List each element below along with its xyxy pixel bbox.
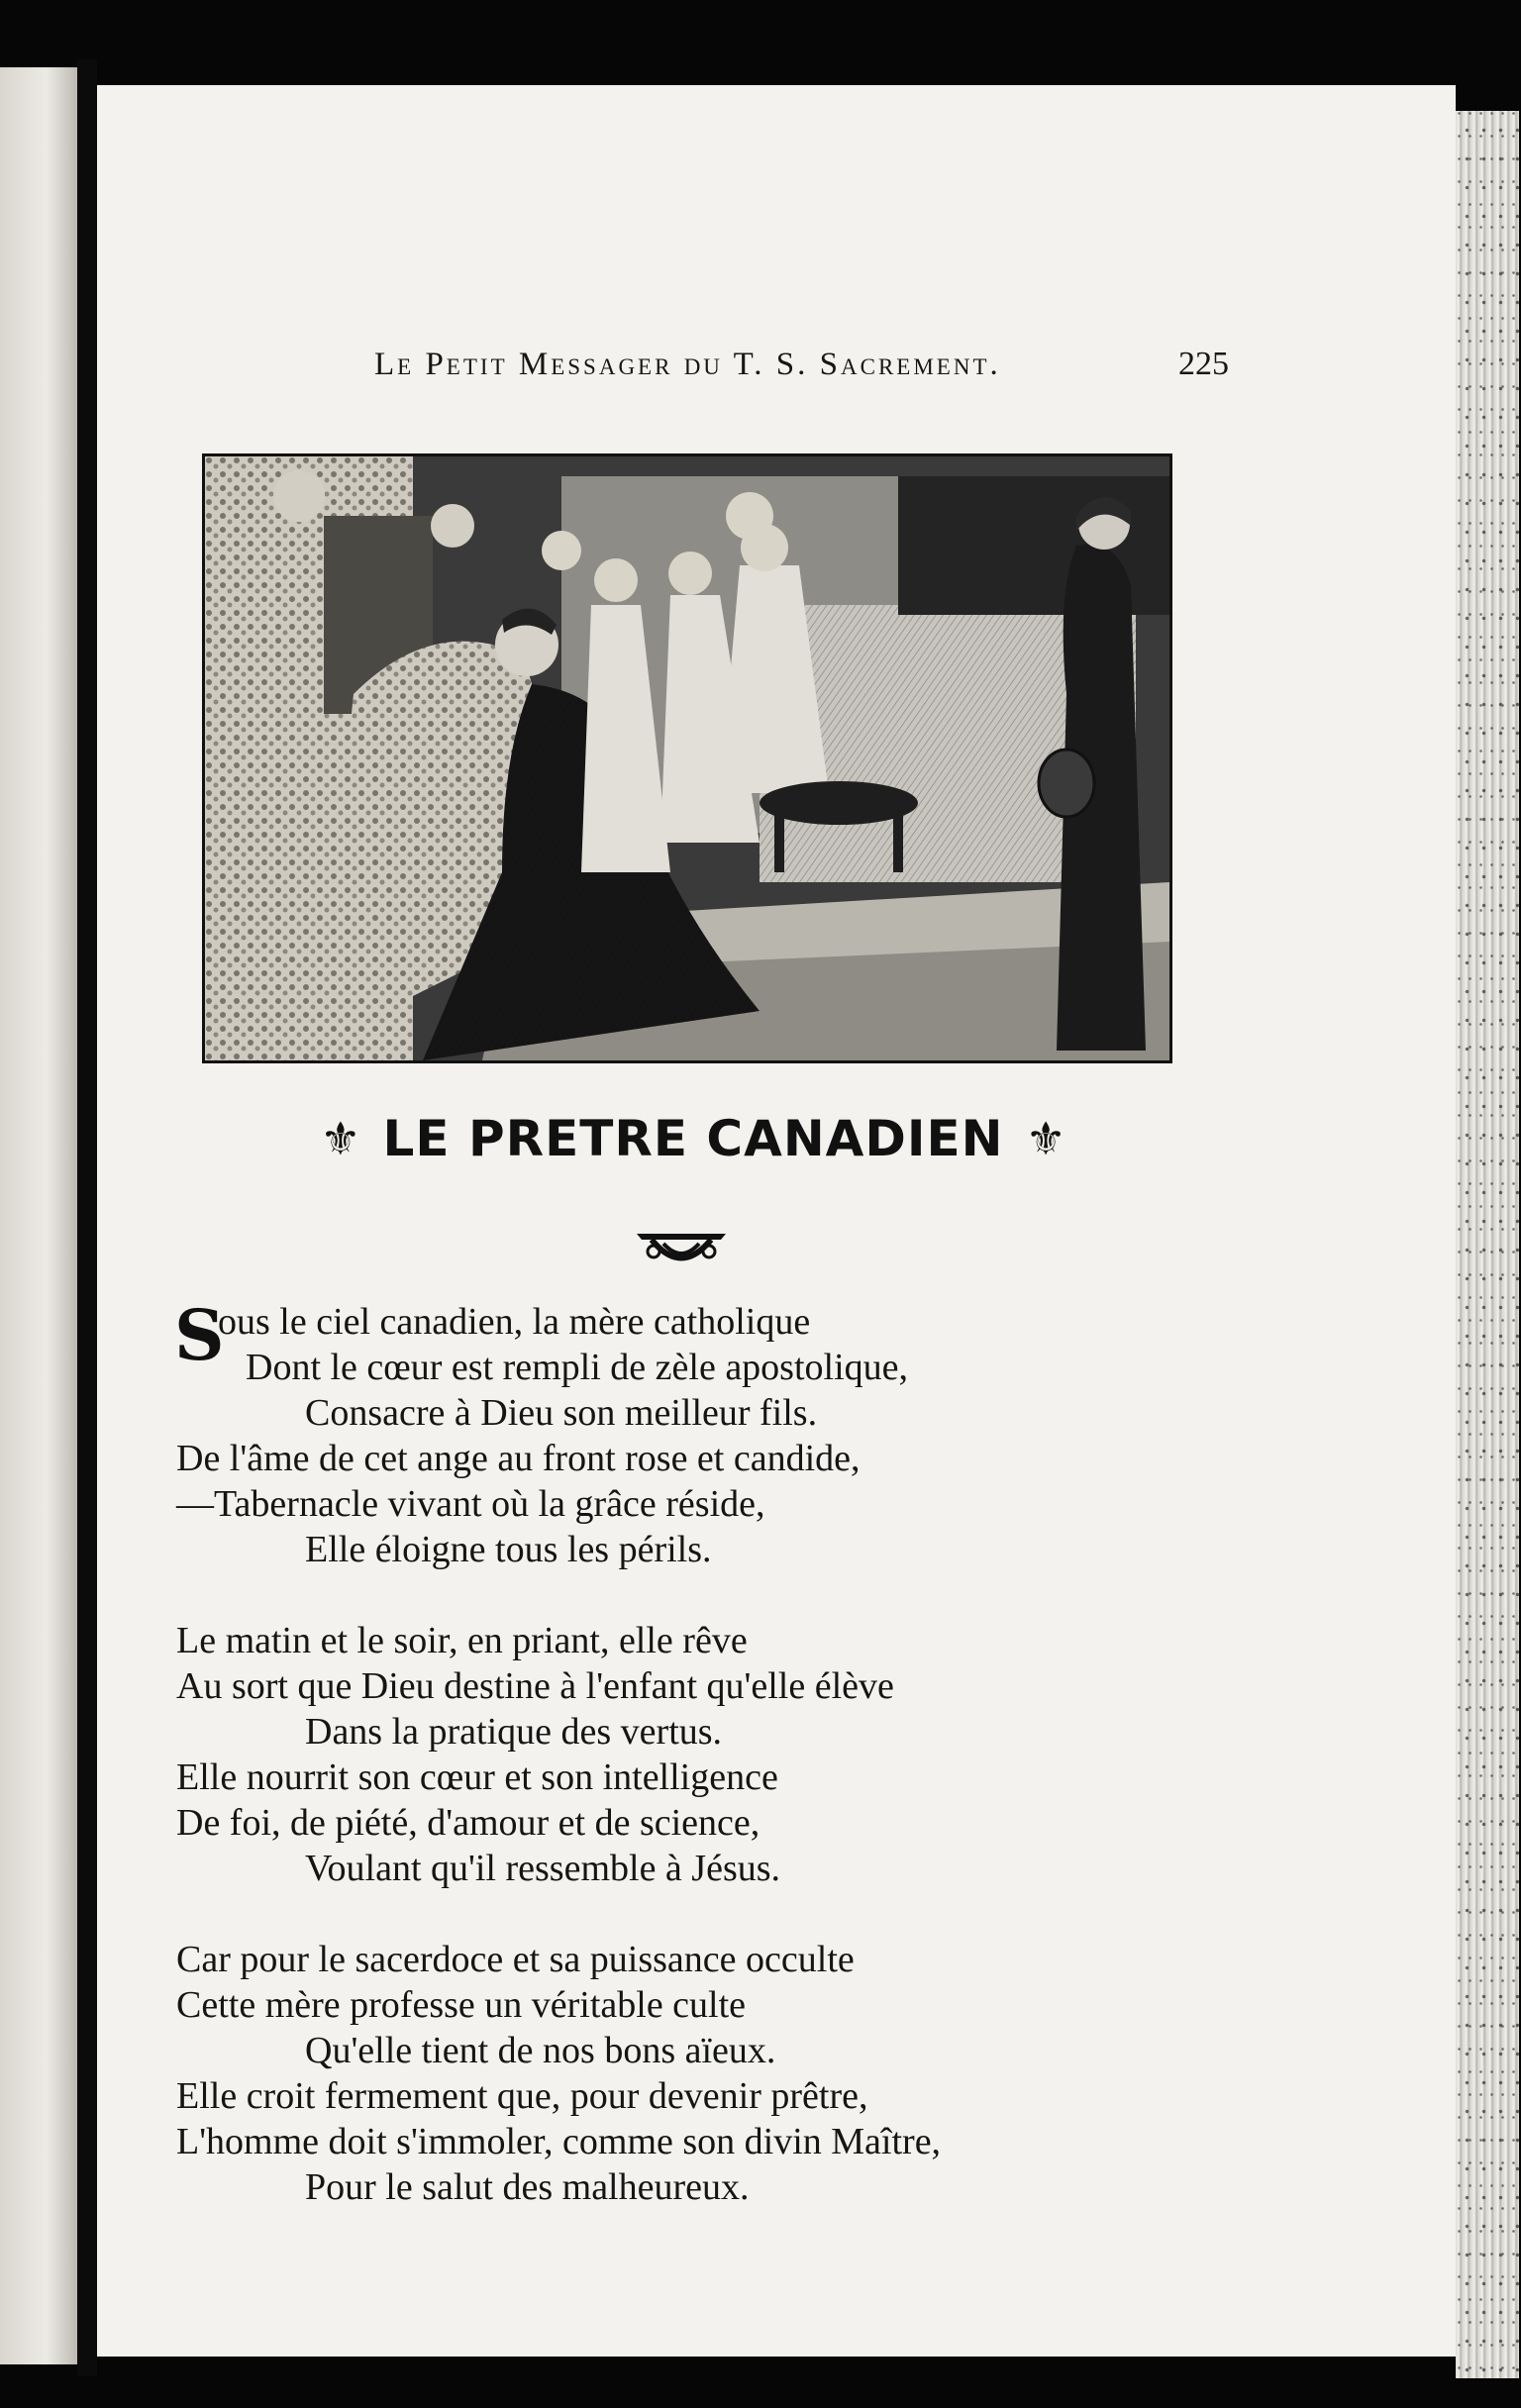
poem-line: —Tabernacle vivant où la grâce réside, — [176, 1483, 765, 1525]
stanza-1 — [174, 1294, 1166, 1572]
ordination-scene — [205, 456, 1169, 1060]
poem-line: Dans la pratique des vertus. — [305, 1711, 723, 1753]
poem-line: L'homme doit s'immoler, comme son divin Maître, — [176, 2121, 942, 2162]
poem-line: Consacre à Dieu son meilleur fils. — [305, 1392, 818, 1434]
engraving-illustration — [202, 453, 1172, 1063]
poem-line: Le matin et le soir, en priant, elle rêve — [176, 1620, 748, 1661]
decorative-ornament-icon — [632, 1222, 731, 1271]
poem-line: Elle nourrit son cœur et son intelligence — [176, 1756, 778, 1798]
poem-line: Qu'elle tient de nos bons aïeux. — [305, 2030, 776, 2071]
poem-line: Dont le cœur est rempli de zèle apostolique, — [246, 1347, 909, 1388]
book-gutter — [77, 59, 97, 2376]
stanza-2 — [176, 1618, 1166, 1891]
fleur-de-lis-icon: ⚜ — [1025, 1112, 1066, 1165]
poem-line: Au sort que Dieu destine à l'enfant qu'elle élève — [176, 1665, 894, 1707]
poem-title-row — [297, 1099, 1089, 1178]
page-edge-stack — [1456, 111, 1519, 2378]
poem-line: Cette mère professe un véritable culte — [176, 1984, 747, 2026]
poem-line: Elle croit fermement que, pour devenir prêtre, — [176, 2075, 868, 2117]
poem-line: Pour le salut des malheureux. — [305, 2166, 750, 2208]
page-number: 225 — [1178, 346, 1229, 382]
poem-line: Car pour le sacerdoce et sa puissance occulte — [176, 1939, 855, 1980]
poem-line: De l'âme de cet ange au front rose et candide, — [176, 1438, 861, 1479]
facing-page-edge — [0, 67, 77, 2364]
drop-cap: S — [174, 1294, 225, 1376]
poem-line: Voulant qu'il ressemble à Jésus. — [305, 1848, 781, 1889]
poem-line: S ous le ciel canadien, la mère catholique — [174, 1294, 811, 1376]
fleur-de-lis-icon: ⚜ — [320, 1112, 361, 1165]
poem-title: LE PRETRE CANADIEN — [382, 1110, 1004, 1167]
poem-line: De foi, de piété, d'amour et de science, — [176, 1802, 760, 1844]
running-head: Le Petit Messager du T. S. Sacrement. — [374, 347, 1001, 382]
poem-line: Elle éloigne tous les périls. — [305, 1529, 712, 1570]
poem-body — [174, 1294, 1166, 2256]
stanza-3 — [176, 1937, 1166, 2210]
